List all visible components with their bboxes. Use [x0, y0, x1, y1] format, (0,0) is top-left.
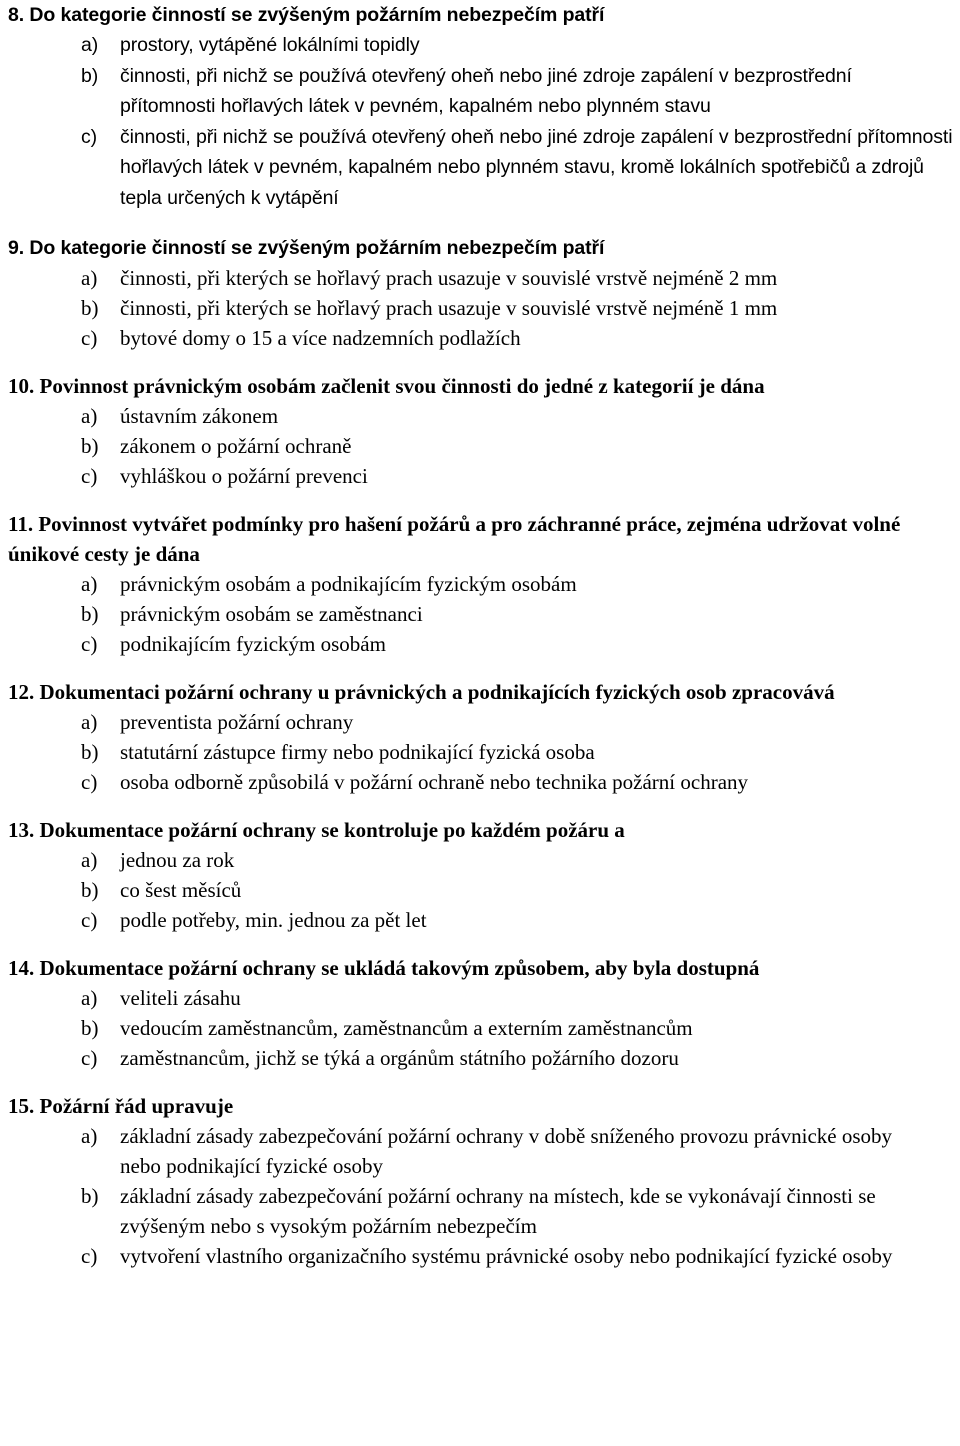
- option-letter: a): [81, 848, 98, 872]
- document-page: [8, 0, 954, 1289]
- question-15: [8, 1091, 954, 1271]
- answer-option: [81, 737, 954, 767]
- question-number: 11.: [8, 512, 34, 536]
- option-letter: b): [81, 878, 99, 902]
- question-8: [8, 0, 954, 213]
- option-text: činnosti, při nichž se používá otevřený oheň nebo jiné zdroje zapálení v bezprostřední přítomnosti hořlavých látek v pevném, kapalném nebo plynném stavu, kromě lokálních spotřebičů a zdrojů tepla určených k vytápění: [120, 125, 953, 209]
- option-text: činnosti, při kterých se hořlavý prach usazuje v souvislé vrstvě nejméně 1 mm: [120, 296, 778, 320]
- question-text: Povinnost právnickým osobám začlenit svou činnosti do jedné z kategorií je dána: [39, 374, 765, 398]
- option-text: činnosti, při nichž se používá otevřený oheň nebo jiné zdroje zapálení v bezprostřední přítomnosti hořlavých látek v pevném, kapalném nebo plynném stavu: [120, 64, 852, 117]
- option-letter: a): [81, 572, 98, 596]
- answer-option: [81, 707, 954, 737]
- answer-option: [81, 122, 954, 214]
- option-text: vytvoření vlastního organizačního systému právnické osoby nebo podnikající fyzické osoby: [120, 1244, 893, 1268]
- option-letter: b): [81, 434, 99, 458]
- option-letter: c): [81, 326, 98, 350]
- question-heading: [8, 371, 954, 401]
- option-letter: c): [81, 908, 98, 932]
- answer-option: [81, 1043, 954, 1073]
- option-letter: b): [81, 64, 99, 87]
- option-text: zákonem o požární ochraně: [120, 434, 352, 458]
- question-text: Do kategorie činností se zvýšeným požárním nebezpečím patří: [29, 4, 605, 26]
- answer-option: [81, 61, 954, 122]
- option-letter: b): [81, 296, 99, 320]
- option-text: zaměstnancům, jichž se týká a orgánům státního požárního dozoru: [120, 1046, 679, 1070]
- option-text: statutární zástupce firmy nebo podnikající fyzická osoba: [120, 740, 595, 764]
- answer-option: [81, 629, 954, 659]
- option-letter: c): [81, 125, 98, 148]
- question-heading: [8, 1091, 954, 1121]
- answer-option: [81, 569, 954, 599]
- answer-option: [81, 263, 954, 293]
- answer-option: [81, 1241, 954, 1271]
- option-letter: b): [81, 1184, 99, 1208]
- answer-option: [81, 401, 954, 431]
- option-letter: b): [81, 740, 99, 764]
- option-text: preventista požární ochrany: [120, 710, 354, 734]
- question-text: Požární řád upravuje: [39, 1094, 234, 1118]
- option-letter: a): [81, 266, 98, 290]
- answer-option: [81, 30, 954, 61]
- option-letter: c): [81, 464, 98, 488]
- question-number: 12.: [8, 680, 35, 704]
- question-heading: [8, 233, 954, 263]
- question-text: Dokumentaci požární ochrany u právnických a podnikajících fyzických osob zpracovává: [39, 680, 835, 704]
- answer-option: [81, 1181, 954, 1241]
- question-9: [8, 233, 954, 353]
- option-text: základní zásady zabezpečování požární ochrany v době sníženého provozu právnické osoby nebo podnikající fyzické osoby: [120, 1124, 893, 1178]
- option-letter: a): [81, 710, 98, 734]
- option-letter: a): [81, 34, 99, 56]
- option-letter: c): [81, 1046, 98, 1070]
- question-heading: [8, 677, 954, 707]
- option-letter: a): [81, 986, 98, 1010]
- question-number: 15.: [8, 1094, 35, 1118]
- option-text: veliteli zásahu: [120, 986, 241, 1010]
- option-text: podnikajícím fyzickým osobám: [120, 632, 386, 656]
- question-12: [8, 677, 954, 797]
- question-number: 9.: [8, 237, 25, 259]
- answer-option: [81, 1013, 954, 1043]
- option-letter: c): [81, 770, 98, 794]
- question-number: 8.: [8, 4, 25, 26]
- option-text: právnickým osobám a podnikajícím fyzickým osobám: [120, 572, 577, 596]
- option-text: co šest měsíců: [120, 878, 242, 902]
- question-text: Dokumentace požární ochrany se ukládá takovým způsobem, aby byla dostupná: [39, 956, 760, 980]
- answer-option: [81, 461, 954, 491]
- question-11: [8, 509, 954, 659]
- question-heading: [8, 953, 954, 983]
- answer-option: [81, 875, 954, 905]
- answer-option: [81, 905, 954, 935]
- option-text: podle potřeby, min. jednou za pět let: [120, 908, 427, 932]
- question-heading: [8, 815, 954, 845]
- answer-option: [81, 983, 954, 1013]
- answer-option: [81, 431, 954, 461]
- answer-option: [81, 293, 954, 323]
- answer-option: [81, 845, 954, 875]
- question-heading: [8, 509, 954, 569]
- question-number: 14.: [8, 956, 35, 980]
- answer-option: [81, 323, 954, 353]
- option-text: vyhláškou o požární prevenci: [120, 464, 368, 488]
- option-text: bytové domy o 15 a více nadzemních podlažích: [120, 326, 521, 350]
- option-text: činnosti, při kterých se hořlavý prach usazuje v souvislé vrstvě nejméně 2 mm: [120, 266, 778, 290]
- option-letter: c): [81, 1244, 98, 1268]
- question-number: 10.: [8, 374, 35, 398]
- question-13: [8, 815, 954, 935]
- answer-option: [81, 767, 954, 797]
- option-text: právnickým osobám se zaměstnanci: [120, 602, 423, 626]
- option-text: jednou za rok: [120, 848, 235, 872]
- option-text: základní zásady zabezpečování požární ochrany na místech, kde se vykonávají činnosti se zvýšeným nebo s vysokým požárním nebezpečím: [120, 1184, 876, 1238]
- option-letter: b): [81, 1016, 99, 1040]
- option-text: prostory, vytápěné lokálními topidly: [120, 34, 420, 56]
- question-text: Dokumentace požární ochrany se kontroluje po každém požáru a: [39, 818, 625, 842]
- answer-option: [81, 1121, 954, 1181]
- question-heading: [8, 0, 954, 30]
- question-text: Do kategorie činností se zvýšeným požárním nebezpečím patří: [29, 237, 605, 259]
- question-10: [8, 371, 954, 491]
- question-text: Povinnost vytvářet podmínky pro hašení požárů a pro záchranné práce, zejména udržovat volné únikové cesty je dána: [8, 512, 901, 566]
- option-text: ústavním zákonem: [120, 404, 279, 428]
- option-letter: b): [81, 602, 99, 626]
- option-letter: a): [81, 404, 98, 428]
- option-letter: a): [81, 1124, 98, 1148]
- question-number: 13.: [8, 818, 35, 842]
- option-text: vedoucím zaměstnancům, zaměstnancům a externím zaměstnancům: [120, 1016, 693, 1040]
- answer-option: [81, 599, 954, 629]
- option-text: osoba odborně způsobilá v požární ochraně nebo technika požární ochrany: [120, 770, 749, 794]
- option-letter: c): [81, 632, 98, 656]
- question-14: [8, 953, 954, 1073]
